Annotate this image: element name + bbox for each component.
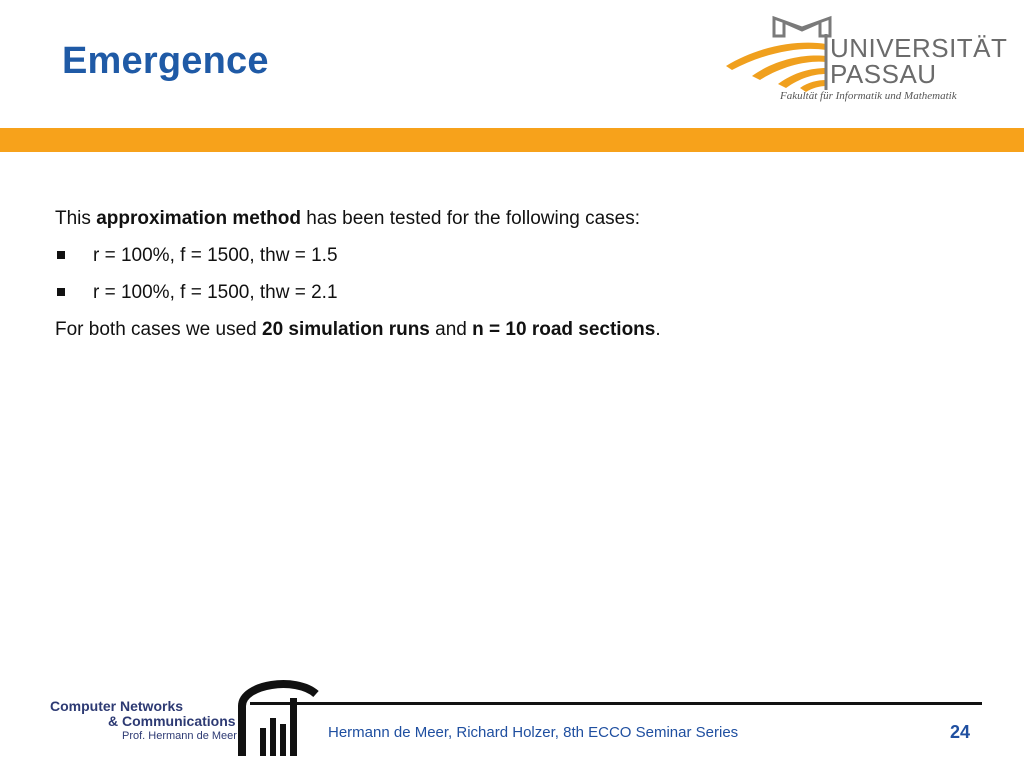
footer-citation: Hermann de Meer, Richard Holzer, 8th ECCO Seminar Series <box>328 724 739 741</box>
arch-bars-icon <box>236 676 326 760</box>
conclusion-paragraph <box>55 311 955 348</box>
logo-faculty-text: Fakultät für Informatik und Mathematik <box>780 90 957 102</box>
logo-university-text: UNIVERSITÄT <box>830 33 1008 63</box>
group-name-line1: Computer Networks <box>50 698 184 714</box>
conclusion-text-pre: For both cases we used <box>55 319 262 340</box>
slide-title: Emergence <box>62 40 269 82</box>
university-passau-logo <box>722 14 1008 106</box>
bullet-text: r = 100%, f = 1500, thw = 1.5 <box>93 245 338 266</box>
conclusion-text-bold-sections: n = 10 road sections <box>472 319 656 340</box>
intro-paragraph <box>55 200 955 237</box>
bullet-text: r = 100%, f = 1500, thw = 2.1 <box>93 282 338 303</box>
intro-text-post: has been tested for the following cases: <box>300 208 641 229</box>
cnc-group-logo <box>50 676 320 760</box>
intro-text-pre: This <box>55 208 97 229</box>
square-bullet-icon <box>57 251 65 259</box>
bullet-item <box>55 274 955 311</box>
group-name-line2: & Communications <box>108 713 236 729</box>
header-accent-bar <box>0 128 1024 152</box>
footer-rule <box>250 702 982 705</box>
slide-body <box>55 200 955 348</box>
logo-city-text: PASSAU <box>830 59 937 89</box>
square-bullet-icon <box>57 288 65 296</box>
group-leader-text: Prof. Hermann de Meer <box>122 730 237 742</box>
intro-text-bold: approximation method <box>96 208 301 229</box>
conclusion-text-mid: and <box>429 319 473 340</box>
bullet-item <box>55 237 955 274</box>
conclusion-text-post: . <box>655 319 661 340</box>
page-number: 24 <box>950 722 971 742</box>
conclusion-text-bold-runs: 20 simulation runs <box>262 319 430 340</box>
